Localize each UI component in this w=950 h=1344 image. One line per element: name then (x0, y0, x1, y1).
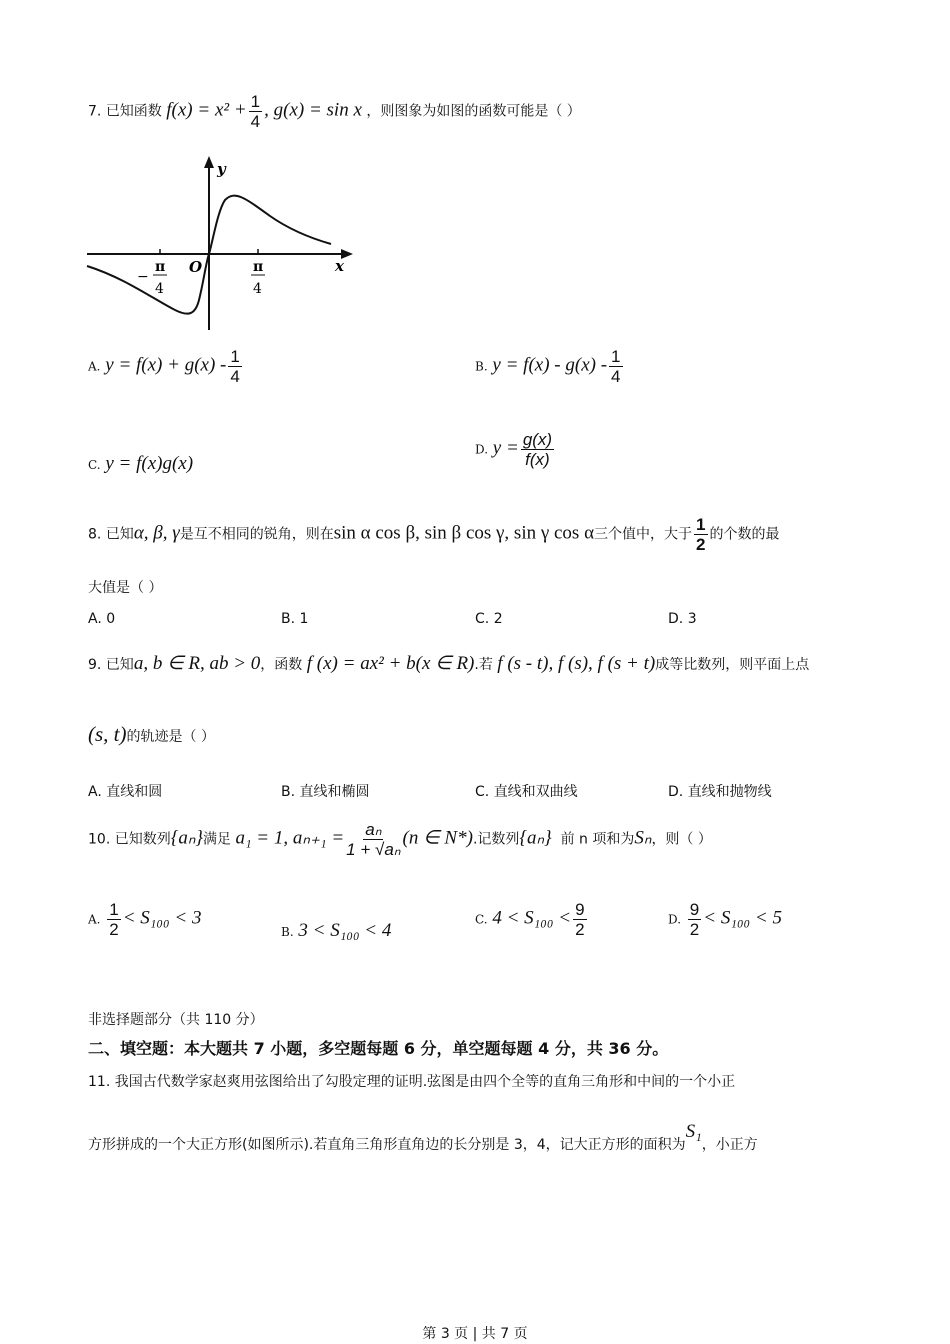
option-b[interactable] (281, 920, 391, 942)
fraction (346, 820, 400, 859)
denominator: 2 (689, 920, 700, 939)
option-c[interactable] (88, 453, 193, 475)
math-expr: (n ∈ N*) (402, 827, 473, 849)
question-text: 三个值中，大于 (594, 526, 693, 543)
question-text: 满足 (203, 831, 231, 848)
math-expr: f (x) = ax² + b(x ∈ R) (306, 653, 475, 674)
denominator: 4 (250, 112, 261, 131)
option-d[interactable] (668, 611, 697, 627)
question-text: 已知函数 (105, 103, 162, 120)
math-expr: 3 < S₁₀₀ < 4 (298, 920, 392, 941)
option-text: 直线和双曲线 (493, 784, 578, 800)
math-expr: S₁ (685, 1121, 702, 1142)
y-label: y (217, 160, 226, 178)
option-letter: D. (668, 912, 682, 927)
option-text: 2 (493, 611, 503, 627)
option-letter: A. (88, 784, 102, 800)
option-letter: B. (281, 611, 296, 627)
question-8 (88, 515, 780, 554)
question-text: 的个数的最 (709, 526, 780, 543)
y-arrow-icon (204, 156, 214, 168)
numerator: 9 (575, 900, 585, 919)
denominator: 4 (230, 367, 240, 386)
option-b[interactable] (281, 611, 308, 627)
option-a[interactable] (88, 611, 115, 627)
math-expr: y = f(x)g(x) (105, 453, 194, 474)
math-expr: y = (492, 437, 519, 459)
fraction (521, 430, 554, 469)
tick-num: π (155, 259, 166, 275)
option-letter: A. (88, 359, 101, 374)
question-7 (88, 92, 581, 131)
question-text: 前 n 项和为 (560, 831, 635, 848)
tick-minus: − (137, 269, 149, 285)
fraction (107, 900, 120, 939)
question-text: .若 (474, 657, 493, 673)
question-text: .记数列 (472, 831, 520, 848)
option-text: 直线和圆 (106, 784, 163, 800)
question-text: 方形拼成的一个大正方形(如图所示).若直角三角形直角边的长分别是 3，4，记大正方形的面积为 (88, 1137, 686, 1153)
denominator: 2 (696, 535, 706, 554)
question-9 (88, 652, 809, 675)
function-graph (85, 150, 360, 335)
fraction (228, 347, 241, 386)
option-letter: D. (668, 784, 684, 800)
option-c[interactable] (475, 611, 503, 627)
option-letter: C. (475, 784, 490, 800)
question-text: ，则图象为如图的函数可能是（ ） (366, 103, 581, 120)
option-letter: C. (88, 458, 101, 472)
numerator: 1 (250, 92, 261, 111)
option-a[interactable] (88, 900, 201, 939)
question-text: 已知 (105, 526, 134, 543)
option-c[interactable] (475, 781, 578, 801)
question-10 (88, 820, 712, 859)
fraction (688, 900, 701, 939)
tick-den: 4 (253, 281, 262, 297)
math-expr: a, b ∈ R, ab > 0 (133, 653, 261, 674)
denominator: 4 (611, 367, 621, 386)
option-text: 直线和椭圆 (299, 784, 370, 800)
option-d[interactable] (668, 900, 782, 939)
fraction (249, 92, 262, 131)
part-title: 非选择题部分（共 110 分） (88, 1012, 264, 1028)
section-heading: 二、填空题：本大题共 7 小题，多空题每题 6 分，单空题每题 4 分，共 36 分。 (88, 1039, 669, 1058)
option-a[interactable] (88, 347, 244, 386)
option-letter: A. (88, 912, 101, 927)
option-letter: A. (88, 611, 102, 627)
option-letter: B. (281, 784, 296, 800)
option-text: 1 (299, 611, 309, 627)
option-c[interactable] (475, 900, 589, 939)
option-text: 3 (687, 611, 697, 627)
option-d[interactable] (475, 430, 556, 469)
denominator: 1 + √aₙ (346, 840, 401, 859)
numerator: 9 (689, 900, 700, 919)
math-expr: < S₁₀₀ < 5 (703, 907, 782, 929)
math-expr: sin α cos β, sin β cos γ, sin γ cos α (333, 522, 595, 544)
question-number: 8. (88, 526, 102, 543)
question-text: 成等比数列，则平面上点 (655, 657, 810, 673)
option-text: 0 (106, 611, 116, 627)
question-text: 的轨迹是（ ） (126, 729, 215, 745)
question-number: 7. (88, 103, 102, 120)
numerator: 1 (696, 515, 706, 534)
numerator: g(x) (522, 430, 553, 449)
option-letter: D. (668, 611, 684, 627)
question-9-line2 (88, 722, 215, 747)
numerator: 1 (109, 900, 119, 919)
option-b[interactable] (281, 781, 370, 801)
question-11-line2 (88, 1121, 758, 1155)
x-label: x (335, 257, 344, 275)
option-letter: D. (475, 442, 489, 457)
page-footer: 第 3 页 | 共 7 页 (422, 1326, 528, 1342)
numerator: aₙ (365, 820, 382, 839)
math-expr: < S₁₀₀ < 3 (122, 907, 202, 929)
math-expr: {aₙ} (519, 827, 552, 849)
math-expr: a₁ = 1, aₙ₊₁ = (235, 827, 345, 849)
option-b[interactable] (475, 347, 625, 386)
fraction (694, 515, 707, 554)
tick-num: π (253, 259, 264, 275)
question-text: ，小正方 (701, 1137, 758, 1153)
question-text: 已知 (105, 657, 134, 673)
math-expr: f (s - t), f (s), f (s + t) (497, 653, 656, 674)
math-expr: Sₙ (634, 827, 652, 849)
tick-den: 4 (155, 281, 164, 297)
origin-label: O (189, 258, 203, 276)
question-text: ，函数 (260, 657, 303, 673)
option-letter: C. (475, 912, 488, 927)
math-expr: f(x) = x² + (166, 99, 247, 121)
question-number: 10. (88, 831, 111, 848)
math-expr: y = f(x) + g(x) - (105, 354, 227, 376)
question-number: 9. (88, 657, 102, 673)
denominator: 2 (575, 920, 585, 939)
option-text: 直线和抛物线 (687, 784, 772, 800)
fraction (573, 900, 586, 939)
denominator: f(x) (525, 450, 550, 469)
numerator: 1 (611, 347, 621, 366)
fraction (609, 347, 622, 386)
question-text: 已知数列 (114, 831, 171, 848)
question-11: 11. 我国古代数学家赵爽用弦图给出了勾股定理的证明.弦图是由四个全等的直角三角形和中间的一个小正 (88, 1074, 736, 1090)
option-letter: B. (281, 925, 294, 939)
option-letter: B. (475, 359, 488, 374)
math-expr: α, β, γ (133, 522, 180, 544)
question-text: 是互不相同的锐角，则在 (179, 526, 334, 543)
option-a[interactable] (88, 781, 162, 801)
denominator: 2 (109, 920, 119, 939)
question-text: 大值是（ ） (88, 580, 163, 596)
numerator: 1 (230, 347, 240, 366)
math-expr: {aₙ} (170, 827, 203, 849)
option-letter: C. (475, 611, 490, 627)
math-expr: , g(x) = sin x (264, 99, 362, 121)
math-expr: (s, t) (88, 722, 127, 746)
question-text: ，则（ ） (651, 831, 712, 848)
option-d[interactable] (668, 781, 772, 801)
math-expr: 4 < S₁₀₀ < (492, 907, 572, 929)
math-expr: y = f(x) - g(x) - (492, 354, 608, 376)
